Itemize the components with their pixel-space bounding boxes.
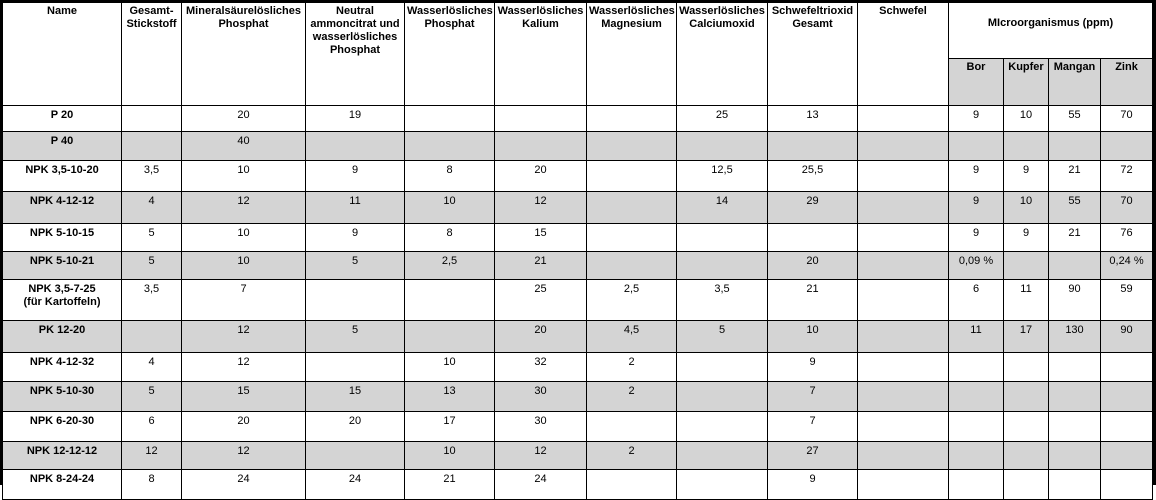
- table-row: [3, 132, 1153, 161]
- schwefeltrioxid-cell: 21: [768, 280, 858, 321]
- schwefel-cell: [858, 161, 949, 192]
- table-row: [3, 192, 1153, 224]
- header-gesamt-stickstoff: Gesamt-Stickstoff: [122, 3, 182, 106]
- wasser-phosphat-cell: [405, 106, 495, 132]
- header-kupfer: Kupfer: [1004, 59, 1049, 106]
- neutral-phosphat-cell: 20: [306, 412, 405, 442]
- zink-cell: 72: [1101, 161, 1153, 192]
- wasser-kalium-cell: 32: [495, 353, 587, 382]
- wasser-phosphat-cell: 13: [405, 382, 495, 412]
- wasser-calciumoxid-cell: [677, 442, 768, 470]
- product-name-cell: [3, 353, 122, 382]
- wasser-kalium-cell: 15: [495, 224, 587, 252]
- header-wasser-magnesium: Wasserlösliches Magnesium: [587, 3, 677, 106]
- bor-cell: 11: [949, 321, 1004, 353]
- product-name-cell: [3, 192, 122, 224]
- table-row: [3, 224, 1153, 252]
- table-row: [3, 353, 1153, 382]
- bor-cell: 9: [949, 192, 1004, 224]
- schwefel-cell: [858, 321, 949, 353]
- zink-cell: [1101, 442, 1153, 470]
- product-name-cell: [3, 106, 122, 132]
- mineralsaeure-phosphat-cell: 10: [182, 224, 306, 252]
- neutral-phosphat-cell: [306, 442, 405, 470]
- schwefeltrioxid-cell: 20: [768, 252, 858, 280]
- schwefel-cell: [858, 382, 949, 412]
- kupfer-cell: [1004, 382, 1049, 412]
- wasser-magnesium-cell: [587, 224, 677, 252]
- zink-cell: [1101, 353, 1153, 382]
- wasser-kalium-cell: [495, 106, 587, 132]
- neutral-phosphat-cell: 24: [306, 470, 405, 500]
- product-name: P 40: [50, 135, 74, 147]
- mineralsaeure-phosphat-cell: 20: [182, 106, 306, 132]
- mineralsaeure-phosphat-cell: 15: [182, 382, 306, 412]
- wasser-magnesium-cell: 2: [587, 442, 677, 470]
- kupfer-cell: [1004, 252, 1049, 280]
- product-name: NPK 5-10-30: [29, 385, 95, 397]
- gesamt-stickstoff-cell: 12: [122, 442, 182, 470]
- fertilizer-table: [2, 2, 1153, 500]
- table-row: [3, 412, 1153, 442]
- mineralsaeure-phosphat-cell: 12: [182, 442, 306, 470]
- header-zink: Zink: [1101, 59, 1153, 106]
- wasser-calciumoxid-cell: [677, 412, 768, 442]
- wasser-magnesium-cell: [587, 132, 677, 161]
- wasser-calciumoxid-cell: [677, 382, 768, 412]
- mangan-cell: [1049, 412, 1101, 442]
- wasser-kalium-cell: 21: [495, 252, 587, 280]
- wasser-magnesium-cell: 2,5: [587, 280, 677, 321]
- zink-cell: [1101, 382, 1153, 412]
- mineralsaeure-phosphat-cell: 7: [182, 280, 306, 321]
- header-schwefeltrioxid: Schwefeltrioxid Gesamt: [768, 3, 858, 106]
- bor-cell: [949, 382, 1004, 412]
- schwefeltrioxid-cell: 27: [768, 442, 858, 470]
- schwefeltrioxid-cell: 13: [768, 106, 858, 132]
- bor-cell: [949, 353, 1004, 382]
- wasser-magnesium-cell: 2: [587, 353, 677, 382]
- bor-cell: [949, 442, 1004, 470]
- header-bor: Bor: [949, 59, 1004, 106]
- zink-cell: 70: [1101, 106, 1153, 132]
- wasser-kalium-cell: 25: [495, 280, 587, 321]
- product-name: NPK 4-12-12: [29, 195, 95, 207]
- wasser-magnesium-cell: [587, 252, 677, 280]
- gesamt-stickstoff-cell: 6: [122, 412, 182, 442]
- schwefeltrioxid-cell: 9: [768, 353, 858, 382]
- product-name: NPK 5-10-15: [29, 227, 95, 239]
- gesamt-stickstoff-cell: 5: [122, 224, 182, 252]
- wasser-calciumoxid-cell: [677, 132, 768, 161]
- product-name: NPK 12-12-12: [26, 445, 98, 457]
- gesamt-stickstoff-cell: 5: [122, 382, 182, 412]
- mineralsaeure-phosphat-cell: 12: [182, 353, 306, 382]
- mineralsaeure-phosphat-cell: 10: [182, 161, 306, 192]
- schwefel-cell: [858, 192, 949, 224]
- mangan-cell: 90: [1049, 280, 1101, 321]
- table-row: [3, 252, 1153, 280]
- product-name-cell: [3, 252, 122, 280]
- product-name: NPK 5-10-21: [29, 255, 95, 267]
- wasser-kalium-cell: 20: [495, 161, 587, 192]
- wasser-phosphat-cell: 10: [405, 353, 495, 382]
- wasser-phosphat-cell: [405, 132, 495, 161]
- gesamt-stickstoff-cell: [122, 132, 182, 161]
- mineralsaeure-phosphat-cell: 12: [182, 192, 306, 224]
- schwefel-cell: [858, 280, 949, 321]
- wasser-calciumoxid-cell: [677, 252, 768, 280]
- wasser-calciumoxid-cell: 12,5: [677, 161, 768, 192]
- header-name: Name: [3, 3, 122, 106]
- product-name: NPK 6-20-30: [29, 415, 95, 427]
- schwefeltrioxid-cell: [768, 224, 858, 252]
- product-name-cell: [3, 280, 122, 321]
- table-row: [3, 280, 1153, 321]
- product-name-cell: [3, 442, 122, 470]
- gesamt-stickstoff-cell: 3,5: [122, 280, 182, 321]
- mineralsaeure-phosphat-cell: 10: [182, 252, 306, 280]
- neutral-phosphat-cell: [306, 353, 405, 382]
- mangan-cell: [1049, 132, 1101, 161]
- zink-cell: 76: [1101, 224, 1153, 252]
- kupfer-cell: 9: [1004, 224, 1049, 252]
- product-name: NPK 3,5-10-20: [25, 164, 99, 176]
- zink-cell: 0,24 %: [1101, 252, 1153, 280]
- header-microorganismus: MIcroorganismus (ppm): [949, 3, 1153, 59]
- neutral-phosphat-cell: 19: [306, 106, 405, 132]
- gesamt-stickstoff-cell: 4: [122, 353, 182, 382]
- gesamt-stickstoff-cell: 8: [122, 470, 182, 500]
- kupfer-cell: 10: [1004, 106, 1049, 132]
- product-name-note: (für Kartoffeln): [23, 296, 101, 308]
- wasser-phosphat-cell: 21: [405, 470, 495, 500]
- product-name-cell: [3, 412, 122, 442]
- wasser-calciumoxid-cell: 5: [677, 321, 768, 353]
- kupfer-cell: [1004, 412, 1049, 442]
- neutral-phosphat-cell: [306, 280, 405, 321]
- neutral-phosphat-cell: 15: [306, 382, 405, 412]
- bor-cell: 0,09 %: [949, 252, 1004, 280]
- mineralsaeure-phosphat-cell: 24: [182, 470, 306, 500]
- product-name: NPK 3,5-7-25: [28, 283, 96, 295]
- product-name: PK 12-20: [38, 324, 86, 336]
- bor-cell: [949, 412, 1004, 442]
- header-neutral-phosphat: Neutral ammoncitrat und wasserlösliches Phosphat: [306, 3, 405, 106]
- product-name-cell: [3, 132, 122, 161]
- wasser-kalium-cell: 20: [495, 321, 587, 353]
- wasser-magnesium-cell: [587, 106, 677, 132]
- table-row: [3, 106, 1153, 132]
- wasser-calciumoxid-cell: [677, 353, 768, 382]
- mangan-cell: [1049, 353, 1101, 382]
- table-row: [3, 382, 1153, 412]
- mineralsaeure-phosphat-cell: 12: [182, 321, 306, 353]
- table-row: [3, 442, 1153, 470]
- table-row: [3, 161, 1153, 192]
- wasser-magnesium-cell: [587, 412, 677, 442]
- wasser-kalium-cell: 30: [495, 412, 587, 442]
- bor-cell: 9: [949, 224, 1004, 252]
- schwefel-cell: [858, 442, 949, 470]
- kupfer-cell: [1004, 132, 1049, 161]
- neutral-phosphat-cell: 5: [306, 321, 405, 353]
- wasser-phosphat-cell: 10: [405, 192, 495, 224]
- gesamt-stickstoff-cell: 3,5: [122, 161, 182, 192]
- wasser-magnesium-cell: 2: [587, 382, 677, 412]
- neutral-phosphat-cell: 9: [306, 224, 405, 252]
- product-name-cell: [3, 224, 122, 252]
- wasser-kalium-cell: 24: [495, 470, 587, 500]
- product-name-cell: [3, 321, 122, 353]
- wasser-magnesium-cell: 4,5: [587, 321, 677, 353]
- wasser-magnesium-cell: [587, 192, 677, 224]
- product-name-cell: [3, 161, 122, 192]
- zink-cell: 90: [1101, 321, 1153, 353]
- mangan-cell: [1049, 382, 1101, 412]
- neutral-phosphat-cell: 11: [306, 192, 405, 224]
- schwefeltrioxid-cell: 7: [768, 412, 858, 442]
- wasser-calciumoxid-cell: 14: [677, 192, 768, 224]
- mangan-cell: 21: [1049, 224, 1101, 252]
- kupfer-cell: [1004, 353, 1049, 382]
- kupfer-cell: [1004, 442, 1049, 470]
- table-row: [3, 321, 1153, 353]
- gesamt-stickstoff-cell: [122, 321, 182, 353]
- wasser-calciumoxid-cell: 3,5: [677, 280, 768, 321]
- header-wasser-phosphat: Wasserlösliches Phosphat: [405, 3, 495, 106]
- schwefel-cell: [858, 106, 949, 132]
- gesamt-stickstoff-cell: [122, 106, 182, 132]
- wasser-phosphat-cell: 8: [405, 161, 495, 192]
- mangan-cell: 21: [1049, 161, 1101, 192]
- gesamt-stickstoff-cell: 5: [122, 252, 182, 280]
- zink-cell: [1101, 412, 1153, 442]
- neutral-phosphat-cell: [306, 132, 405, 161]
- mineralsaeure-phosphat-cell: 20: [182, 412, 306, 442]
- schwefel-cell: [858, 224, 949, 252]
- wasser-phosphat-cell: 10: [405, 442, 495, 470]
- mangan-cell: 55: [1049, 106, 1101, 132]
- header-mangan: Mangan: [1049, 59, 1101, 106]
- wasser-calciumoxid-cell: 25: [677, 106, 768, 132]
- wasser-magnesium-cell: [587, 161, 677, 192]
- bor-cell: 6: [949, 280, 1004, 321]
- zink-cell: 70: [1101, 192, 1153, 224]
- bor-cell: 9: [949, 106, 1004, 132]
- zink-cell: [1101, 132, 1153, 161]
- schwefel-cell: [858, 353, 949, 382]
- table-body: [3, 106, 1153, 500]
- product-name: P 20: [50, 109, 74, 121]
- wasser-kalium-cell: [495, 132, 587, 161]
- kupfer-cell: 11: [1004, 280, 1049, 321]
- schwefeltrioxid-cell: 7: [768, 382, 858, 412]
- bor-cell: [949, 132, 1004, 161]
- wasser-phosphat-cell: 17: [405, 412, 495, 442]
- product-name: NPK 8-24-24: [29, 473, 95, 485]
- neutral-phosphat-cell: 5: [306, 252, 405, 280]
- kupfer-cell: 17: [1004, 321, 1049, 353]
- wasser-phosphat-cell: [405, 280, 495, 321]
- mangan-cell: [1049, 252, 1101, 280]
- schwefeltrioxid-cell: 10: [768, 321, 858, 353]
- kupfer-cell: 9: [1004, 161, 1049, 192]
- header-wasser-kalium: Wasserlösliches Kalium: [495, 3, 587, 106]
- schwefel-cell: [858, 132, 949, 161]
- gesamt-stickstoff-cell: 4: [122, 192, 182, 224]
- wasser-kalium-cell: 12: [495, 442, 587, 470]
- wasser-kalium-cell: 30: [495, 382, 587, 412]
- product-name: NPK 4-12-32: [29, 356, 95, 368]
- wasser-phosphat-cell: [405, 321, 495, 353]
- product-name-cell: [3, 382, 122, 412]
- wasser-calciumoxid-cell: [677, 224, 768, 252]
- neutral-phosphat-cell: 9: [306, 161, 405, 192]
- header-mineralsaeure-phosphat: Mineralsäurelösliches Phosphat: [182, 3, 306, 106]
- header-wasser-calciumoxid: Wasserlösliches Calciumoxid: [677, 3, 768, 106]
- wasser-phosphat-cell: 2,5: [405, 252, 495, 280]
- schwefel-cell: [858, 252, 949, 280]
- mangan-cell: 55: [1049, 192, 1101, 224]
- schwefel-cell: [858, 412, 949, 442]
- kupfer-cell: 10: [1004, 192, 1049, 224]
- schwefeltrioxid-cell: [768, 132, 858, 161]
- bor-cell: 9: [949, 161, 1004, 192]
- schwefeltrioxid-cell: 29: [768, 192, 858, 224]
- mangan-cell: [1049, 442, 1101, 470]
- table-header: [3, 3, 1153, 106]
- mangan-cell: 130: [1049, 321, 1101, 353]
- schwefeltrioxid-cell: 9: [768, 470, 858, 500]
- mineralsaeure-phosphat-cell: 40: [182, 132, 306, 161]
- zink-cell: 59: [1101, 280, 1153, 321]
- schwefeltrioxid-cell: 25,5: [768, 161, 858, 192]
- wasser-kalium-cell: 12: [495, 192, 587, 224]
- header-schwefel: Schwefel: [858, 3, 949, 106]
- wasser-phosphat-cell: 8: [405, 224, 495, 252]
